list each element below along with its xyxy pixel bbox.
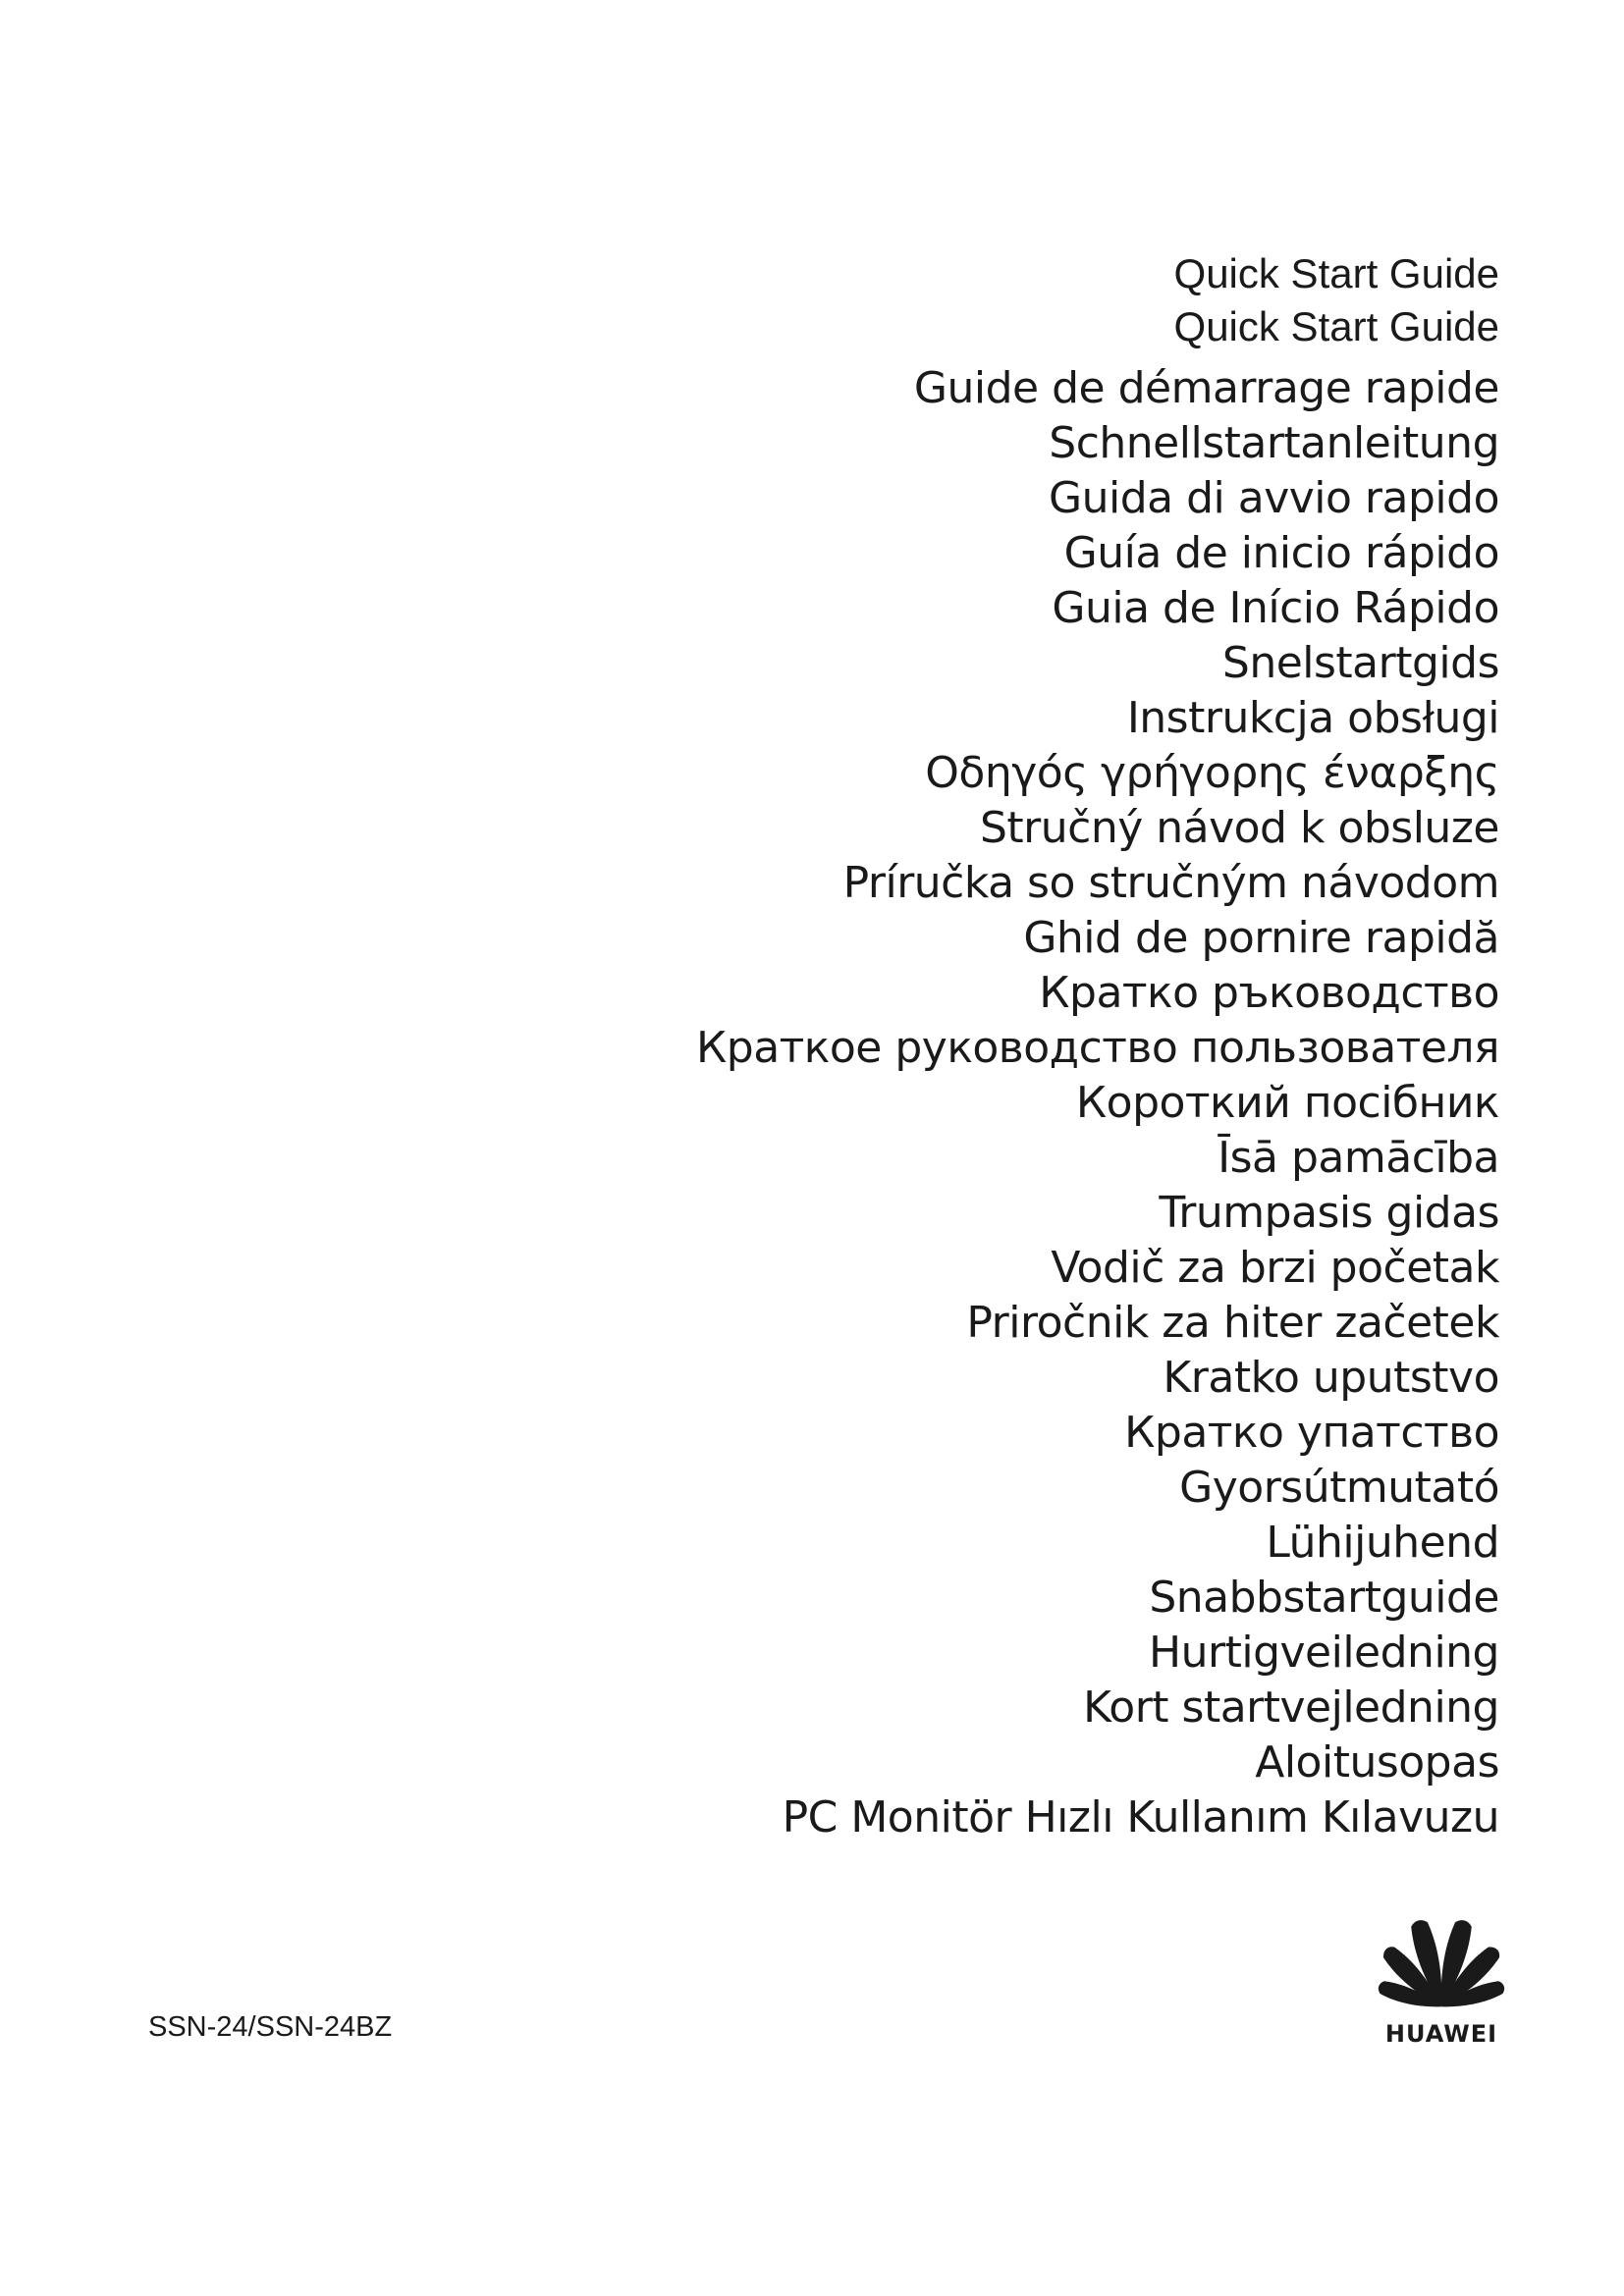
brand-wordmark: HUAWEI (1384, 2020, 1498, 2048)
huawei-logo (1373, 1914, 1510, 2048)
guide-title-english: Quick Start Guide (1173, 250, 1499, 296)
guide-title-swedish: Snabbstartguide (1149, 1573, 1499, 1623)
guide-title-romanian: Ghid de pornire rapidă (1023, 913, 1499, 963)
guide-title-lithuanian: Trumpasis gidas (1159, 1188, 1499, 1238)
guide-title-list (517, 247, 1499, 1845)
guide-title-dutch: Snelstartgids (1221, 638, 1499, 688)
model-number: SSN-24/SSN-24BZ (148, 2011, 393, 2043)
guide-title-polish: Instrukcja obsługi (1126, 693, 1499, 743)
guide-title-latvian: Īsā pamācība (1218, 1133, 1499, 1183)
guide-title-greek: Οδηγός γρήγορης έναρξης (925, 748, 1499, 798)
guide-title-serbian: Kratko uputstvo (1163, 1353, 1499, 1403)
guide-title-hungarian: Gyorsútmutató (1179, 1463, 1499, 1513)
guide-title-finnish: Aloitusopas (1255, 1737, 1499, 1788)
guide-title-ukrainian: Короткий посібник (1075, 1078, 1499, 1128)
guide-title-norwegian: Hurtigveiledning (1149, 1628, 1499, 1678)
guide-title-danish: Kort startvejledning (1083, 1682, 1499, 1733)
guide-title-bulgarian: Кратко ръководство (1039, 968, 1499, 1018)
guide-title-croatian: Vodič za brzi početak (1051, 1243, 1499, 1293)
guide-title-spanish: Guía de inicio rápido (1063, 528, 1499, 578)
guide-title-slovenian: Priročnik za hiter začetek (966, 1298, 1499, 1348)
guide-title-french: Guide de démarrage rapide (913, 363, 1499, 413)
guide-title-portuguese: Guia de Início Rápido (1052, 583, 1499, 633)
guide-title-german: Schnellstartanleitung (1049, 418, 1499, 468)
guide-title-italian: Guida di avvio rapido (1049, 473, 1499, 523)
guide-title-turkish: PC Monitör Hızlı Kullanım Kılavuzu (782, 1792, 1499, 1842)
guide-title-macedonian: Кратко упатство (1124, 1408, 1499, 1458)
guide-title-russian: Краткое руководство пользователя (696, 1023, 1499, 1073)
guide-title-czech: Stručný návod k obsluze (979, 803, 1499, 853)
guide-title-estonian: Lühijuhend (1266, 1518, 1499, 1568)
huawei-petal-logo-icon (1378, 1914, 1505, 2012)
guide-title-english-alt: Quick Start Guide (1173, 303, 1499, 349)
guide-title-slovak: Príručka so stručným návodom (842, 858, 1499, 908)
